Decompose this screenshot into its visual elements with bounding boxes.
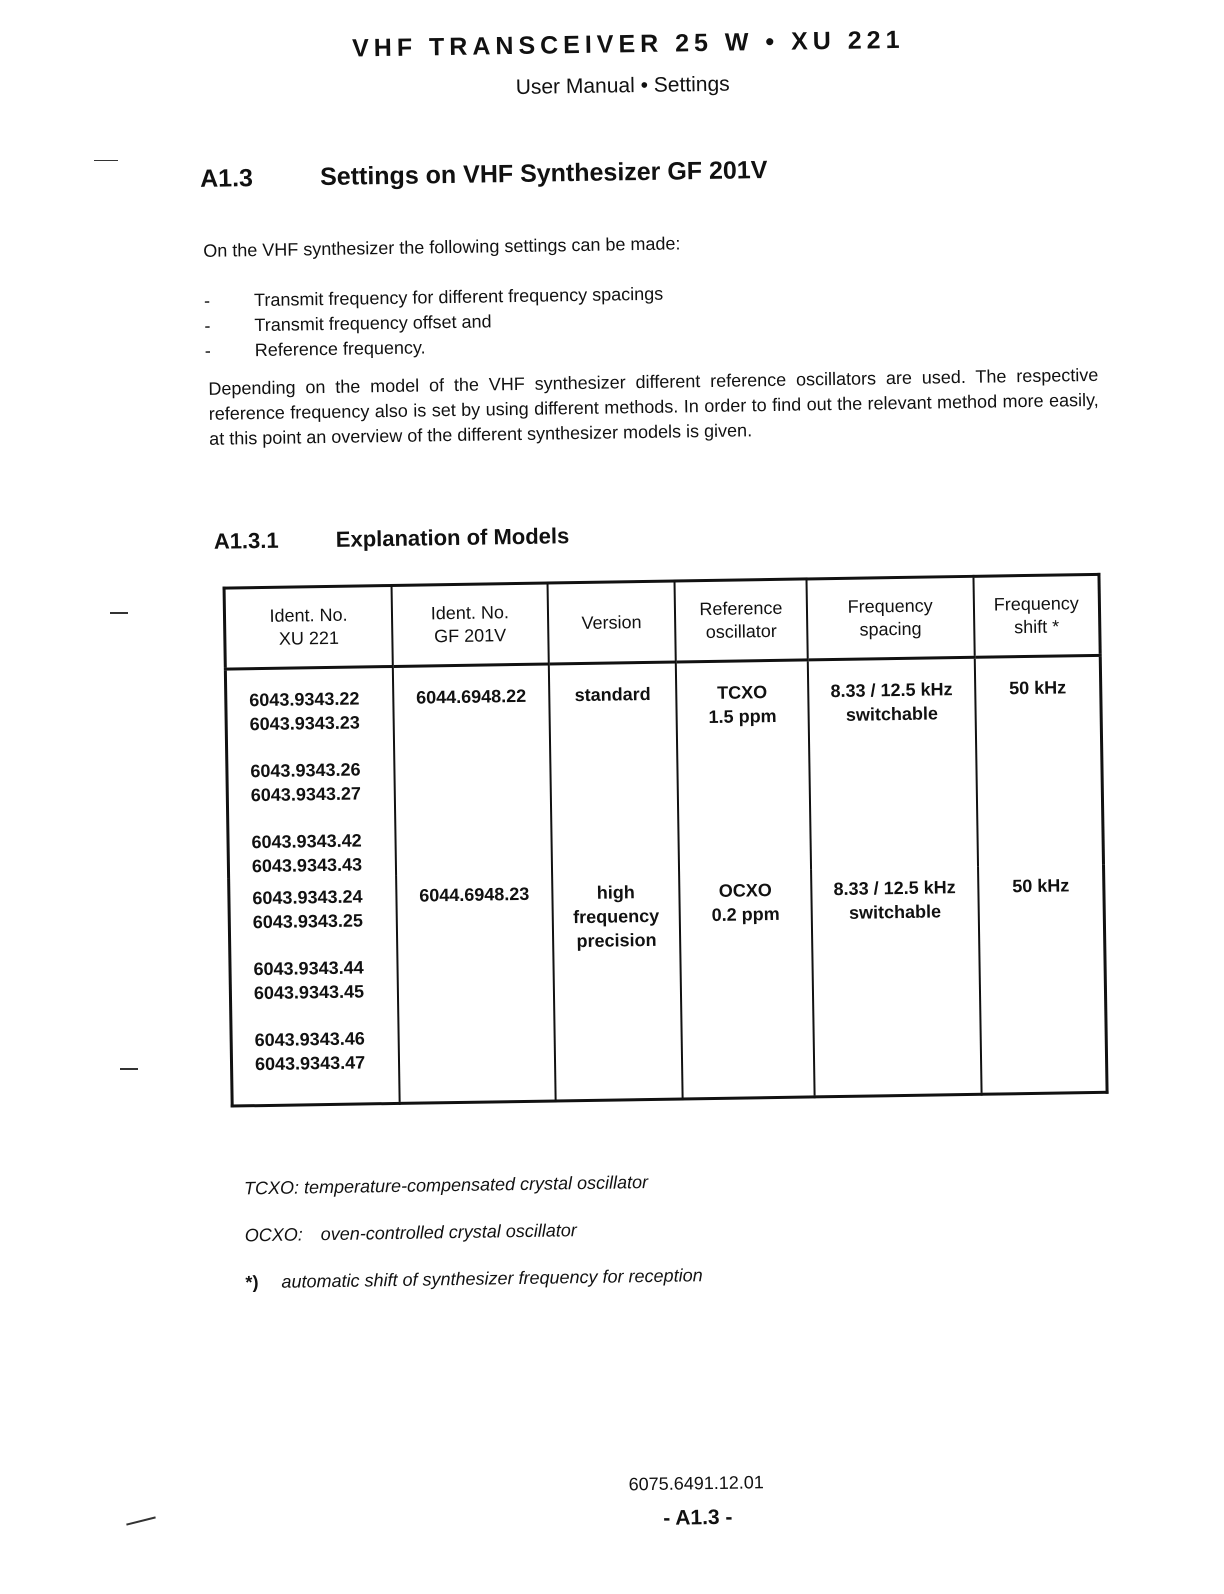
header-ident-xu221: Ident. No. XU 221 [224,585,393,669]
spacing-cell: 8.33 / 12.5 kHz switchable [807,657,977,869]
oscillator-cell: OCXO 0.2 ppm [679,869,814,1099]
list-item: - Transmit frequency offset and [204,311,492,336]
header-frequency-shift: Frequency shift * [973,574,1100,657]
margin-mark [94,160,118,161]
section-title: Settings on VHF Synthesizer GF 201V [319,156,768,192]
table-row [225,655,1103,878]
spacing-cell: 8.33 / 12.5 kHz switchable [811,867,982,1097]
shift-cell: 50 kHz [975,655,1104,866]
overview-paragraph: Depending on the model of the VHF synthesizer different reference oscillators are used. The respective reference frequency also is set by using different methods. In order to find out the relevant method more easily, at this point an overview of the different synthesizer models is given. [208,364,1099,449]
table-header-row [224,574,1100,669]
note-ocxo: OCXO: oven-controlled crystal oscillator [244,1220,577,1246]
subsection-title: Explanation of Models [335,523,570,552]
version-cell: high frequency precision [552,871,683,1100]
note-tcxo: TCXO: temperature-compensated crystal oscillator [243,1172,649,1199]
section-number: A1.3 [199,164,254,193]
note-frequency-shift: *) automatic shift of synthesizer frequency for reception [245,1265,703,1293]
header-ident-gf201v: Ident. No. GF 201V [392,583,549,666]
subsection-heading [214,523,570,555]
document-subtitle: User Manual • Settings [515,72,730,99]
intro-text: On the VHF synthesizer the following settings can be made: [203,233,681,261]
list-item: - Transmit frequency for different frequency spacings [203,283,664,311]
header-frequency-spacing: Frequency spacing [806,576,974,660]
header-reference-oscillator: Reference oscillator [675,579,808,662]
margin-mark [110,612,128,614]
subsection-number: A1.3.1 [213,527,279,554]
settings-list [204,282,664,364]
gf201v-id-cell: 6044.6948.23 [396,873,555,1103]
gf201v-id-cell: 6044.6948.22 [393,664,552,876]
list-item: - Reference frequency. [204,337,426,361]
margin-mark [120,1068,138,1070]
section-heading [200,156,768,194]
xu221-ids-cell: 6043.9343.22 6043.9343.23 6043.9343.26 6043.9343.27 6043.9343.42 6043.9343.43 [225,666,396,878]
document-title: VHF TRANSCEIVER 25 W • XU 221 [351,25,905,63]
oscillator-cell: TCXO 1.5 ppm [676,660,811,872]
header-version: Version [547,581,676,664]
version-cell: standard [548,662,679,873]
page-number: - A1.3 - [663,1505,733,1530]
models-table [223,573,1109,1108]
table-notes [244,1171,703,1293]
document-number: 6075.6491.12.01 [628,1472,764,1495]
shift-cell: 50 kHz [978,865,1107,1094]
xu221-ids-cell: 6043.9343.24 6043.9343.25 6043.9343.44 6043.9343.45 6043.9343.46 6043.9343.47 [229,876,400,1106]
table-row [229,865,1107,1106]
